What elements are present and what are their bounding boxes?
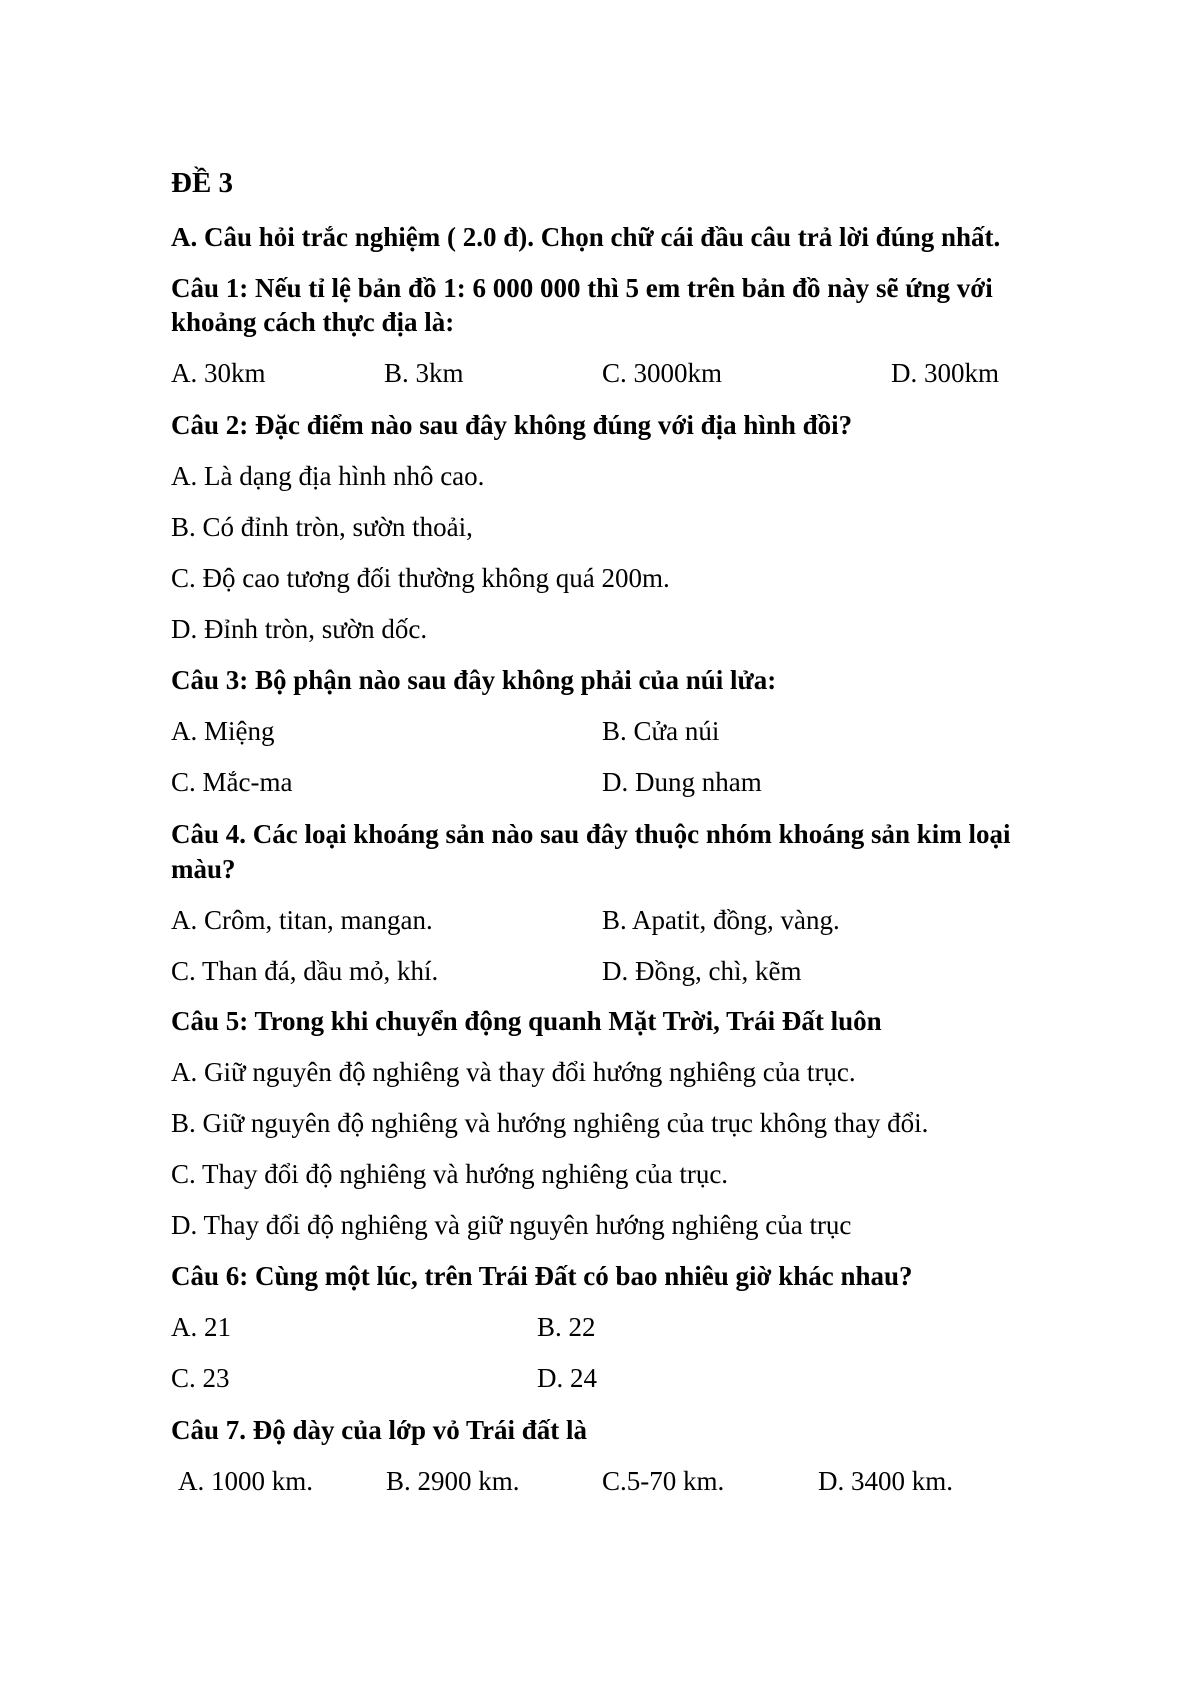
question-3-option-d: D. Dung nham xyxy=(602,767,762,797)
section-a-heading: A. Câu hỏi trắc nghiệm ( 2.0 đ). Chọn chữ cái đầu câu trả lời đúng nhất. xyxy=(171,222,1001,252)
question-5-option-a: A. Giữ nguyên độ nghiêng và thay đổi hướng nghiêng của trục. xyxy=(171,1057,856,1087)
question-4-option-d: D. Đồng, chì, kẽm xyxy=(602,956,802,986)
question-4-option-a: A. Crôm, titan, mangan. xyxy=(171,905,433,935)
question-4-line-2: màu? xyxy=(171,854,236,884)
question-6-line-1: Câu 6: Cùng một lúc, trên Trái Đất có bao nhiêu giờ khác nhau? xyxy=(171,1261,913,1291)
question-2-option-d: D. Đỉnh tròn, sườn dốc. xyxy=(171,614,428,644)
question-1-line-1: Câu 1: Nếu tỉ lệ bản đồ 1: 6 000 000 thì 5 em trên bản đồ này sẽ ứng với xyxy=(171,273,993,303)
question-5-option-c: C. Thay đổi độ nghiêng và hướng nghiêng của trục. xyxy=(171,1159,729,1189)
question-7-option-c: C.5-70 km. xyxy=(602,1466,725,1496)
question-4-option-c: C. Than đá, dầu mỏ, khí. xyxy=(171,956,439,986)
question-3-option-a: A. Miệng xyxy=(171,716,275,746)
question-6-option-d: D. 24 xyxy=(537,1363,597,1393)
question-1-option-a: A. 30km xyxy=(171,358,266,388)
question-1-option-d: D. 300km xyxy=(891,358,999,388)
question-6-option-c: C. 23 xyxy=(171,1363,230,1393)
question-7-option-d: D. 3400 km. xyxy=(818,1466,953,1496)
question-2-option-b: B. Có đỉnh tròn, sườn thoải, xyxy=(171,512,473,542)
question-2-option-a: A. Là dạng địa hình nhô cao. xyxy=(171,461,485,491)
question-7-option-a: A. 1000 km. xyxy=(178,1466,313,1496)
question-7-line-1: Câu 7. Độ dày của lớp vỏ Trái đất là xyxy=(171,1415,588,1445)
question-5-line-1: Câu 5: Trong khi chuyển động quanh Mặt Trời, Trái Đất luôn xyxy=(171,1006,882,1036)
question-3-option-b: B. Cửa núi xyxy=(602,716,720,746)
question-3-line-1: Câu 3: Bộ phận nào sau đây không phải của núi lửa: xyxy=(171,665,777,695)
question-4-option-b: B. Apatit, đồng, vàng. xyxy=(602,905,840,935)
question-5-option-d: D. Thay đổi độ nghiêng và giữ nguyên hướng nghiêng của trục xyxy=(171,1210,852,1240)
question-2-option-c: C. Độ cao tương đối thường không quá 200m. xyxy=(171,563,670,593)
question-3-option-c: C. Mắc-ma xyxy=(171,767,293,797)
question-1-line-2: khoảng cách thực địa là: xyxy=(171,307,455,337)
exam-title: ĐỀ 3 xyxy=(171,167,234,199)
question-4-line-1: Câu 4. Các loại khoáng sản nào sau đây thuộc nhóm khoáng sản kim loại xyxy=(171,819,1011,849)
question-1-option-c: C. 3000km xyxy=(602,358,723,388)
question-6-option-a: A. 21 xyxy=(171,1312,231,1342)
question-1-option-b: B. 3km xyxy=(384,358,464,388)
question-7-option-b: B. 2900 km. xyxy=(386,1466,520,1496)
question-5-option-b: B. Giữ nguyên độ nghiêng và hướng nghiêng của trục không thay đổi. xyxy=(171,1108,929,1138)
question-6-option-b: B. 22 xyxy=(537,1312,596,1342)
question-2-line-1: Câu 2: Đặc điểm nào sau đây không đúng với địa hình đồi? xyxy=(171,410,853,440)
